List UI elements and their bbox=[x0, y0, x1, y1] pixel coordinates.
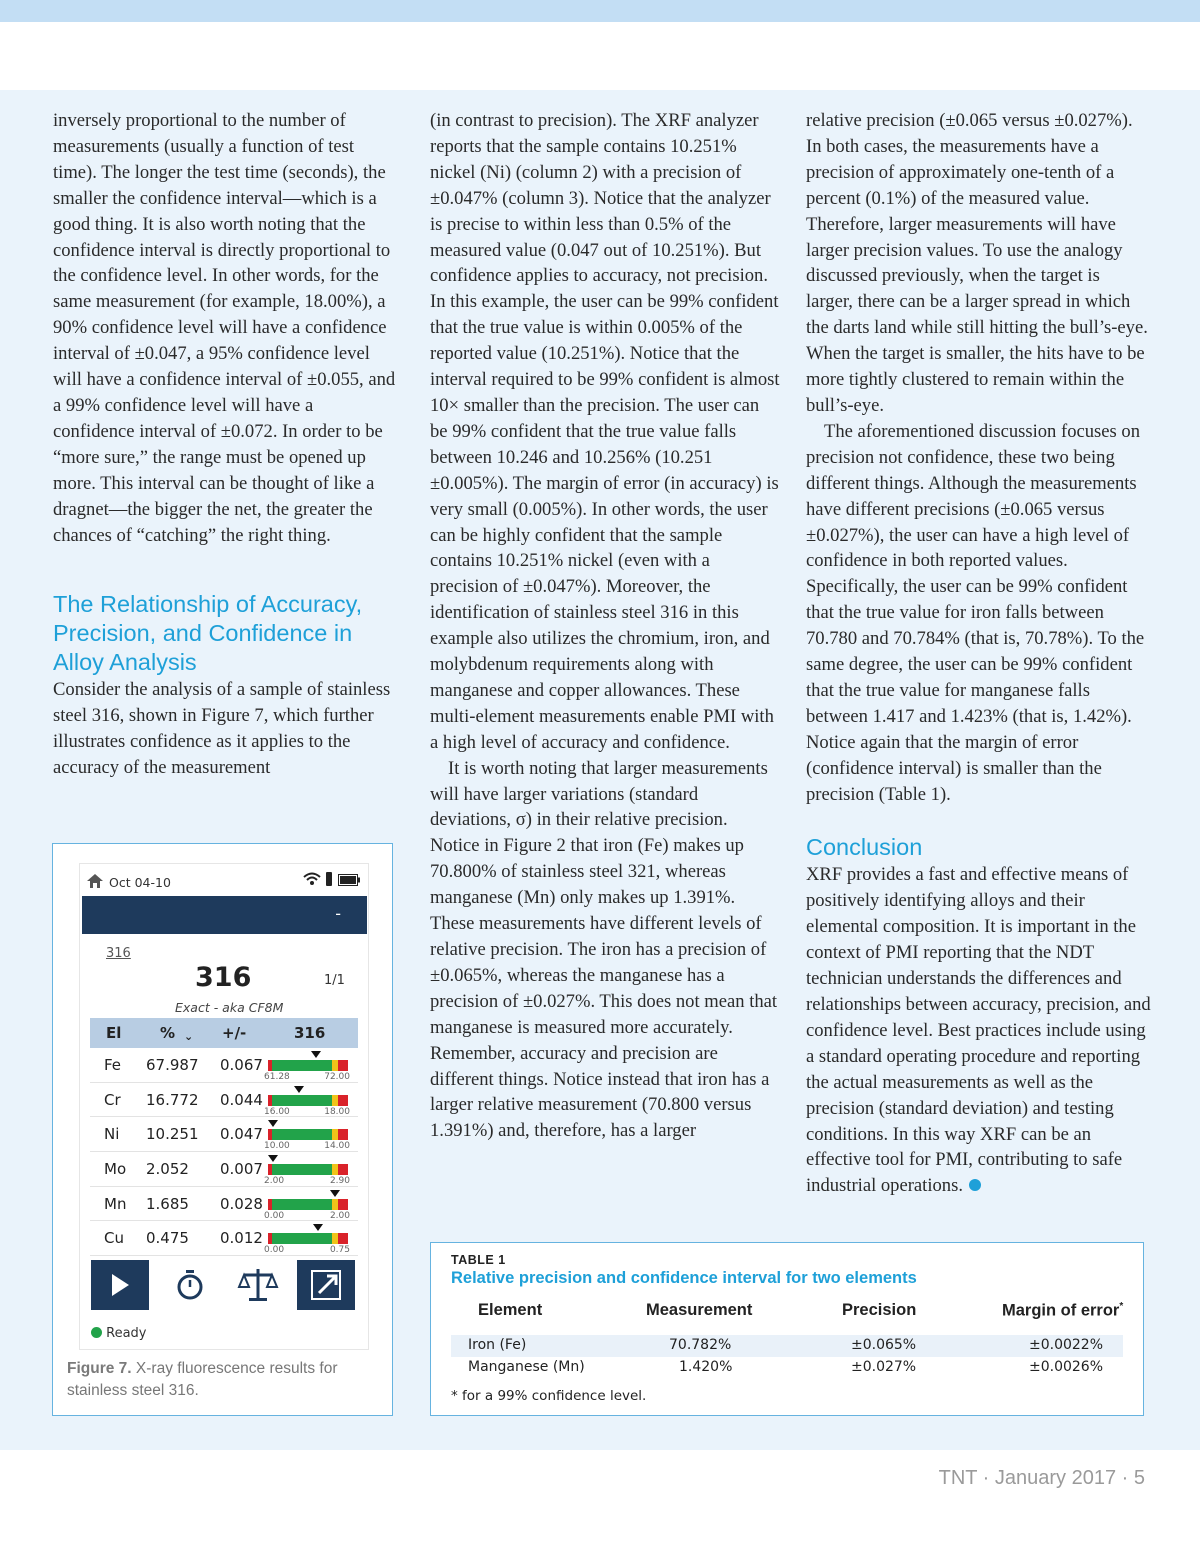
element-row[interactable] bbox=[90, 1083, 358, 1118]
element-symbol: Mo bbox=[104, 1159, 127, 1178]
stopwatch-icon bbox=[161, 1260, 219, 1310]
table-row bbox=[451, 1335, 1123, 1357]
app-header-bar bbox=[82, 896, 367, 934]
element-error: 0.047 bbox=[220, 1125, 263, 1144]
element-percent: 16.772 bbox=[146, 1090, 199, 1109]
gauge-marker-icon bbox=[313, 1224, 323, 1231]
spec-range-gauge bbox=[264, 1060, 350, 1082]
header-error: +/- bbox=[222, 1024, 247, 1042]
ready-status bbox=[91, 1326, 147, 1341]
column-header-element: Element bbox=[478, 1301, 543, 1319]
spec-range-gauge bbox=[264, 1233, 350, 1256]
gauge-marker-icon bbox=[268, 1120, 278, 1127]
element-row[interactable] bbox=[90, 1221, 358, 1256]
gauge-max-label: 18.00 bbox=[324, 1106, 350, 1117]
header-element: El bbox=[106, 1024, 122, 1042]
col2-paragraph-2: It is worth noting that larger measurements will have larger variations (standard deviations, σ) in their relative precision. Notice in Figure 2 that iron (Fe) makes up 70.800% of stainless steel 321, whereas manganese (Mn) only makes up 1.391%. These measurements have different levels of relative precision. The iron has a precision of ±0.065%, whereas the manganese has a precision of ±0.027%. This does not mean that manganese is measured more accurately. Remember, accuracy and precision are different things. Notice instead that iron has a larger relative measurement (70.800 versus 1.391%) and, therefore, has a larger bbox=[430, 757, 778, 1142]
col1-paragraph-1: inversely proportional to the number of measurements (usually a function of test time). The longer the test time (seconds), the smaller the confidence interval—which is a good thing. It is also worth noting that the confidence interval is directly proportional to the confidence level. In other words, for the same measurement (for example, 18.00%), a 90% confidence level will have a confidence interval of ±0.047, a 95% confidence level will have a confidence interval of ±0.055, and a 99% confidence level will have a confidence interval of ±0.072. In order to be “more sure,” the range must be opened up more. This interval can be thought of like a dragnet—the bigger the net, the greater the chances of “catching” the right thing. bbox=[53, 110, 396, 546]
spec-range-gauge bbox=[264, 1129, 350, 1152]
usb-icon bbox=[324, 871, 334, 887]
gauge-min-label: 0.00 bbox=[264, 1210, 285, 1221]
column-header-margin bbox=[1002, 1301, 1123, 1321]
section-heading-relationship: The Relationship of Accuracy, Precision, and Confidence in Alloy Analysis bbox=[53, 591, 363, 676]
element-percent: 2.052 bbox=[146, 1159, 189, 1178]
column-1 bbox=[53, 108, 398, 781]
conclusion-text: XRF provides a fast and effective means of positively identifying alloys and their elemental composition. It is important in the context of PMI reporting that the NDT technician understands the differences and relationships between accuracy, precision, and confidence level. Best practices include using a standard operating procedure and reporting the actual measurements as well as the precision (standard deviation) and testing conditions. In this way XRF can be an effective tool for PMI, contributing to safe industrial operations. bbox=[806, 864, 1151, 1197]
margin-header-footnote-mark: * bbox=[1119, 1301, 1124, 1312]
timer-button[interactable] bbox=[161, 1260, 219, 1310]
element-row[interactable] bbox=[90, 1048, 358, 1083]
spec-range-gauge bbox=[264, 1199, 350, 1221]
wifi-icon bbox=[303, 872, 321, 886]
sort-chevron-icon[interactable]: ⌄ bbox=[184, 1030, 194, 1043]
export-icon bbox=[297, 1260, 355, 1310]
page-footer: TNT · January 2017 · 5 bbox=[938, 1467, 1145, 1489]
row-element: Manganese (Mn) bbox=[468, 1359, 585, 1375]
row-margin: ±0.0026% bbox=[1029, 1359, 1104, 1375]
gauge-min-label: 0.00 bbox=[264, 1245, 285, 1256]
figure-caption-label: Figure 7. bbox=[67, 1360, 132, 1377]
gauge-segment bbox=[338, 1060, 348, 1071]
ready-indicator-icon bbox=[91, 1327, 102, 1338]
battery-icon bbox=[338, 874, 360, 886]
col3-paragraph-3 bbox=[806, 862, 1151, 1199]
gauge-segment bbox=[338, 1164, 348, 1175]
start-button[interactable] bbox=[91, 1260, 149, 1310]
element-error: 0.012 bbox=[220, 1229, 263, 1248]
gauge-marker-icon bbox=[268, 1155, 278, 1162]
col3-paragraph-2: The aforementioned discussion focuses on precision not confidence, these two being different things. Although the measurements have different precisions (±0.065 versus ±0.027%), the user can have a high level of confidence in both reported values. Specifically, the user can be 99% confident that the true value for iron falls between 70.780 and 70.784% (that is, 70.78%). To the same degree, the user can be 99% confident that the true value for manganese falls between 1.417 and 1.423% (that is, 1.42%). Notice again that the margin of error (confidence interval) is smaller than the precision (Table 1). bbox=[806, 420, 1145, 805]
element-percent: 67.987 bbox=[146, 1055, 199, 1074]
table-1 bbox=[430, 1242, 1144, 1416]
column-header-precision: Precision bbox=[842, 1301, 917, 1319]
grade-name: 316 bbox=[195, 962, 252, 993]
row-measurement: 70.782% bbox=[669, 1337, 732, 1353]
element-symbol: Cu bbox=[104, 1229, 124, 1248]
gauge-segment bbox=[338, 1199, 348, 1210]
margin-header-text: Margin of error bbox=[1002, 1301, 1120, 1320]
gauge-min-label: 16.00 bbox=[264, 1106, 290, 1117]
element-percent: 10.251 bbox=[146, 1125, 199, 1144]
row-precision: ±0.027% bbox=[851, 1359, 917, 1375]
element-symbol: Mn bbox=[104, 1194, 127, 1213]
sample-link[interactable]: 316 bbox=[106, 946, 131, 961]
element-row[interactable] bbox=[90, 1187, 358, 1222]
column-2 bbox=[430, 108, 780, 1144]
col2-paragraph-1: (in contrast to precision). The XRF analyzer reports that the sample contains 10.251% nickel (Ni) (column 2) with a precision of ±0.047% (column 3). Notice that the analyzer is precise to within less than 0.5% of the measured value (0.047 out of 10.251%). But confidence applies to accuracy, not precision. In this example, the user can be 99% confident that the true value is within 0.005% of the reported value (10.251%). Notice that the interval required to be 99% confident is almost 10× smaller than the precision. The user can be 99% confident that the true value falls between 10.246 and 10.256% (10.251 ±0.005%). The margin of error (in accuracy) is very small (0.005%). In other words, the user can be highly confident that the sample contains 10.251% nickel (even with a precision of ±0.047%). Moreover, the identification of stainless steel 316 in this example also utilizes the chromium, iron, and molybdenum requirements along with manganese and copper allowances. These multi-element measurements enable PMI with a high level of accuracy and confidence. bbox=[430, 110, 780, 753]
gauge-max-label: 72.00 bbox=[324, 1072, 350, 1082]
element-percent: 1.685 bbox=[146, 1194, 189, 1213]
gauge-segment bbox=[272, 1129, 332, 1140]
gauge-min-label: 61.28 bbox=[264, 1072, 290, 1082]
col3-paragraph-1: relative precision (±0.065 versus ±0.027%). In both cases, the measurements have a precision of approximately one-tenth of a percent (0.1%) of the measured value. Therefore, larger measurements will have larger precision values. To use the analogy discussed previously, when the target is larger, there can be a larger spread in which the darts land while still hitting the bull’s-eye. When the target is smaller, the hits have to be more tightly clustered to remain within the bull’s-eye. bbox=[806, 110, 1148, 416]
gauge-min-label: 10.00 bbox=[264, 1141, 290, 1152]
gauge-min-label: 2.00 bbox=[264, 1176, 285, 1187]
gauge-segment bbox=[338, 1233, 348, 1244]
match-count: 1/1 bbox=[324, 973, 345, 988]
column-header-measurement: Measurement bbox=[646, 1301, 753, 1319]
section-heading-conclusion: Conclusion bbox=[806, 834, 923, 861]
figure-caption bbox=[67, 1358, 367, 1402]
gauge-max-label: 0.75 bbox=[329, 1245, 350, 1256]
home-icon[interactable] bbox=[87, 874, 103, 888]
header-percent[interactable]: % bbox=[160, 1024, 176, 1042]
gauge-max-label: 2.00 bbox=[329, 1210, 350, 1221]
gauge-marker-icon bbox=[294, 1086, 304, 1093]
top-band bbox=[0, 0, 1200, 22]
element-error: 0.044 bbox=[220, 1090, 263, 1109]
element-error: 0.067 bbox=[220, 1055, 263, 1074]
gauge-segment bbox=[272, 1199, 332, 1210]
column-3 bbox=[806, 108, 1151, 1199]
scale-icon bbox=[229, 1260, 287, 1310]
row-element: Iron (Fe) bbox=[468, 1337, 527, 1353]
spec-range-gauge bbox=[264, 1164, 350, 1187]
grade-match-button[interactable] bbox=[229, 1260, 287, 1310]
row-measurement: 1.420% bbox=[679, 1359, 733, 1375]
match-description: Exact - aka CF8M bbox=[175, 1000, 284, 1015]
end-mark-icon bbox=[969, 1179, 981, 1191]
ready-label: Ready bbox=[106, 1326, 147, 1341]
status-bar bbox=[80, 864, 368, 896]
element-row[interactable] bbox=[90, 1117, 358, 1152]
gauge-marker-icon bbox=[330, 1190, 340, 1197]
table-title: Relative precision and confidence interval for two elements bbox=[451, 1269, 917, 1287]
export-button[interactable] bbox=[297, 1260, 355, 1310]
gauge-segment bbox=[272, 1164, 332, 1175]
element-error: 0.028 bbox=[220, 1194, 263, 1213]
gauge-segment bbox=[338, 1095, 348, 1106]
sample-header bbox=[80, 934, 368, 1024]
gauge-max-label: 14.00 bbox=[324, 1141, 350, 1152]
col1-paragraph-2: Consider the analysis of a sample of stainless steel 316, shown in Figure 7, which further illustrates confidence as it applies to the accuracy of the measurement bbox=[53, 679, 391, 779]
element-error: 0.007 bbox=[220, 1159, 263, 1178]
gauge-segment bbox=[272, 1060, 332, 1071]
header-grade: 316 bbox=[294, 1024, 326, 1042]
gauge-max-label: 2.90 bbox=[329, 1176, 350, 1187]
gauge-segment bbox=[272, 1233, 332, 1244]
element-symbol: Cr bbox=[104, 1090, 121, 1109]
element-symbol: Fe bbox=[104, 1055, 122, 1074]
element-percent: 0.475 bbox=[146, 1229, 189, 1248]
element-table-header bbox=[90, 1018, 358, 1048]
row-margin: ±0.0022% bbox=[1029, 1337, 1104, 1353]
gauge-marker-icon bbox=[311, 1051, 321, 1058]
menu-dash-icon[interactable]: - bbox=[335, 904, 341, 923]
table-label: TABLE 1 bbox=[451, 1253, 506, 1267]
element-symbol: Ni bbox=[104, 1125, 120, 1144]
element-table bbox=[90, 1018, 358, 1256]
xrf-analyzer-screen bbox=[80, 864, 368, 1349]
element-rows bbox=[90, 1048, 358, 1256]
gauge-segment bbox=[272, 1095, 332, 1106]
gauge-segment bbox=[338, 1129, 348, 1140]
table-row bbox=[451, 1357, 1123, 1379]
play-icon bbox=[91, 1260, 149, 1310]
row-precision: ±0.065% bbox=[851, 1337, 917, 1353]
status-date: Oct 04-10 bbox=[109, 875, 171, 890]
spec-range-gauge bbox=[264, 1095, 350, 1117]
element-row[interactable] bbox=[90, 1152, 358, 1187]
figure-caption-text: X-ray fluorescence results for stainless steel 316. bbox=[67, 1360, 338, 1399]
table-footnote: * for a 99% confidence level. bbox=[451, 1388, 647, 1404]
